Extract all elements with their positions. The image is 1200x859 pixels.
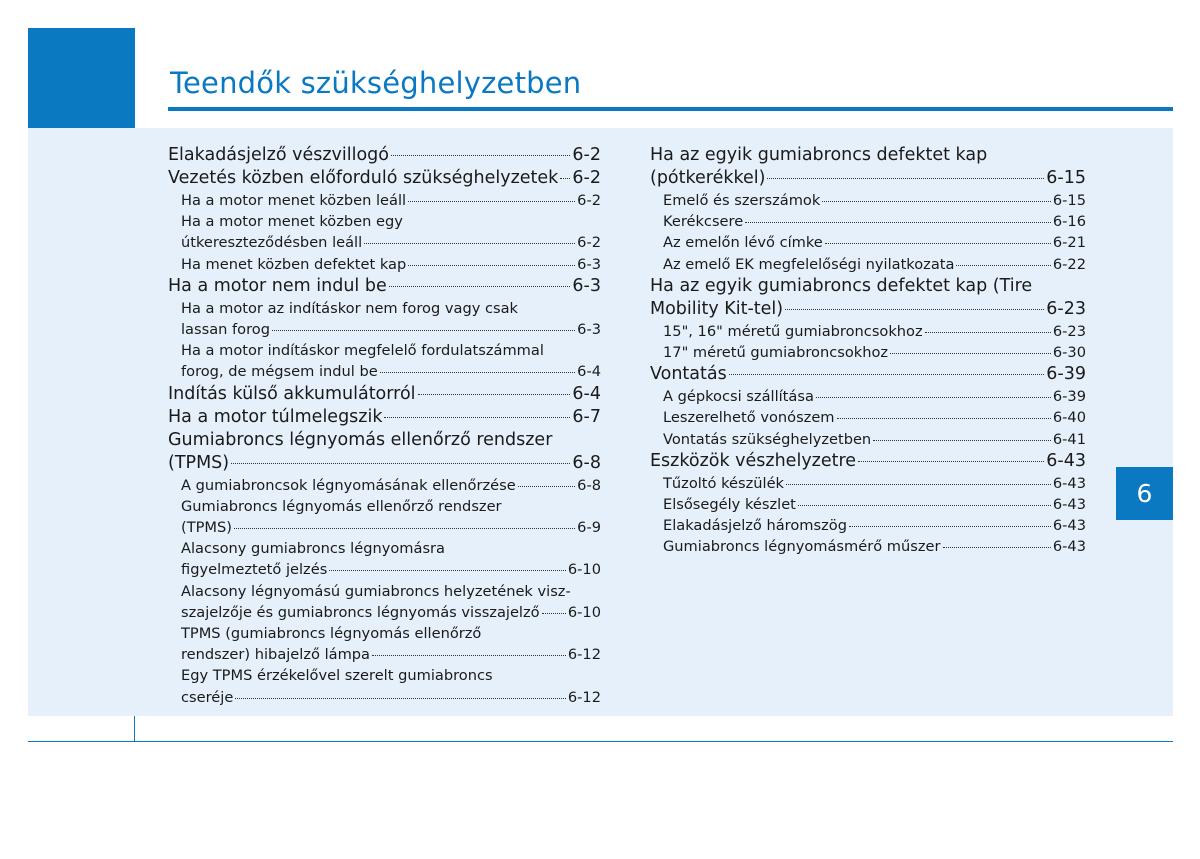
toc-subsection-entry[interactable]	[650, 232, 1086, 253]
toc-subsection-entry[interactable]	[650, 190, 1086, 211]
toc-entry-text: Gumiabroncs légnyomásmérő műszer	[663, 538, 941, 556]
toc-page-number[interactable]: 6-8	[577, 476, 601, 494]
toc-entry-text: Leszerelhető vonószem	[663, 409, 835, 427]
dot-leader	[380, 372, 575, 373]
toc-entry-text: (TPMS)	[181, 519, 232, 537]
toc-entry-text: Elsősegély készlet	[663, 496, 796, 514]
dot-leader	[873, 440, 1051, 441]
toc-page-number[interactable]: 6-10	[567, 603, 601, 621]
toc-subsection-entry[interactable]	[168, 190, 601, 211]
toc-entry-row	[650, 167, 1086, 190]
toc-entry-text: Gumiabroncs légnyomás ellenőrző rendszer	[168, 429, 553, 450]
toc-entry-row	[181, 687, 601, 708]
toc-entry-text: Az emelő EK megfelelőségi nyilatkozata	[663, 255, 955, 273]
toc-entry-row	[181, 602, 601, 623]
toc-subsection-entry[interactable]	[650, 342, 1086, 363]
toc-subsection-entry[interactable]	[650, 429, 1086, 450]
toc-entry-text: Ha a motor menet közben egy	[181, 213, 403, 231]
toc-entry-row	[181, 517, 601, 538]
toc-entry-text: Ha a motor menet közben leáll	[181, 192, 407, 209]
toc-page-number[interactable]: 6-23	[1052, 322, 1086, 340]
toc-page-number[interactable]: 6-39	[1046, 364, 1086, 385]
toc-page-number[interactable]: 6-41	[1052, 430, 1086, 448]
toc-entry-text: Ha a motor nem indul be	[168, 275, 387, 296]
toc-page-number[interactable]: 6-8	[572, 452, 601, 473]
toc-entry-row	[181, 361, 601, 382]
dot-leader	[745, 222, 1051, 223]
toc-page-number[interactable]: 6-3	[572, 275, 601, 296]
toc-page-number[interactable]: 6-3	[577, 255, 601, 273]
toc-subsection-entry[interactable]	[168, 211, 601, 253]
toc-page-number[interactable]: 6-9	[577, 519, 601, 537]
toc-entry-text: forog, de mégsem indul be	[181, 363, 378, 381]
toc-page-number[interactable]: 6-21	[1052, 234, 1086, 252]
dot-leader	[729, 374, 1045, 375]
dot-leader	[408, 265, 575, 266]
dot-leader	[518, 486, 575, 487]
toc-page-number[interactable]: 6-39	[1052, 388, 1086, 406]
toc-page-number[interactable]: 6-43	[1052, 538, 1086, 556]
toc-entry-text: A gumiabroncsok légnyomásának ellenőrzése	[181, 476, 516, 494]
toc-section-entry[interactable]	[650, 144, 1086, 190]
toc-entry-row	[181, 254, 601, 275]
toc-page-number[interactable]: 6-12	[567, 688, 601, 706]
toc-page-number[interactable]: 6-10	[567, 561, 601, 579]
toc-entry-text: TPMS (gumiabroncs légnyomás ellenőrző	[181, 625, 482, 643]
toc-entry-text: 17" méretű gumiabroncsokhoz	[663, 344, 889, 362]
dot-leader	[389, 286, 571, 287]
toc-entry-text: lassan forog	[181, 321, 270, 339]
toc-page-number[interactable]: 6-2	[572, 168, 601, 188]
toc-entry-row	[650, 298, 1086, 321]
dot-leader	[272, 330, 575, 331]
dot-leader	[384, 417, 570, 418]
toc-entry-text: Vontatás szükséghelyzetben	[663, 430, 872, 448]
toc-entry-row	[168, 275, 601, 298]
toc-section-entry[interactable]	[168, 144, 601, 167]
toc-page-number[interactable]: 6-15	[1046, 168, 1086, 188]
toc-entry-row	[663, 473, 1086, 494]
toc-entry-text: szajelzője és gumiabroncs légnyomás visszajelző	[181, 603, 540, 621]
chapter-color-block	[28, 28, 134, 128]
page-title: Teendők szükséghelyzetben	[170, 66, 582, 100]
toc-entry-row	[168, 406, 601, 429]
dot-leader	[798, 505, 1051, 506]
toc-entry-row	[181, 644, 601, 665]
dot-leader	[822, 201, 1051, 202]
toc-entry-text: Egy TPMS érzékelővel szerelt gumiabroncs	[181, 667, 493, 685]
toc-column-right	[650, 144, 1086, 558]
dot-leader	[231, 463, 570, 464]
toc-page-number[interactable]: 6-4	[572, 383, 601, 404]
dot-leader	[785, 309, 1044, 310]
toc-entry-text: A gépkocsi szállítása	[663, 388, 814, 406]
toc-page-number[interactable]: 6-7	[572, 406, 601, 427]
toc-entry-row	[168, 167, 601, 190]
toc-page-number[interactable]: 6-15	[1052, 192, 1086, 209]
toc-entry-text: Emelő és szerszámok	[663, 192, 821, 209]
toc-section-entry[interactable]	[168, 406, 601, 429]
dot-leader	[234, 528, 575, 529]
dot-leader	[542, 613, 566, 614]
toc-subsection-entry[interactable]	[168, 496, 601, 538]
dot-leader	[372, 655, 566, 656]
toc-entry-text: figyelmeztető jelzés	[181, 561, 328, 579]
toc-entry-row	[663, 342, 1086, 363]
dot-leader	[956, 265, 1050, 266]
chapter-tab[interactable]: 6	[1116, 467, 1173, 520]
toc-page-number[interactable]: 6-2	[577, 234, 601, 252]
toc-page-number[interactable]: 6-4	[577, 363, 601, 381]
toc-entry-text: Vontatás	[650, 364, 727, 385]
toc-section-entry[interactable]	[168, 275, 601, 298]
dot-leader	[786, 484, 1051, 485]
toc-entry-row	[181, 475, 601, 496]
toc-page-number[interactable]: 6-43	[1052, 517, 1086, 535]
toc-entry-row	[663, 254, 1086, 275]
toc-entry-row	[663, 232, 1086, 253]
toc-entry-row	[663, 429, 1086, 450]
toc-subsection-entry[interactable]	[168, 254, 601, 275]
toc-entry-text: Ha az egyik gumiabroncs defektet kap (Tire	[650, 275, 1033, 296]
toc-entry-text: rendszer) hibajelző lámpa	[181, 646, 370, 664]
toc-entry-text: (TPMS)	[168, 452, 230, 473]
dot-leader	[391, 155, 570, 156]
toc-column-left	[168, 144, 601, 708]
toc-entry-text: Kerékcsere	[663, 213, 744, 231]
toc-entry-row	[181, 319, 601, 340]
toc-entry-row	[663, 211, 1086, 232]
toc-entry-text: Ha az egyik gumiabroncs defektet kap	[650, 145, 988, 165]
toc-section-entry[interactable]	[168, 383, 601, 406]
toc-subsection-entry[interactable]	[650, 473, 1086, 494]
toc-entry-text: Elakadásjelző vészvillogó	[168, 145, 389, 165]
toc-page-number[interactable]: 6-30	[1052, 344, 1086, 362]
dot-leader	[825, 243, 1051, 244]
dot-leader	[837, 418, 1051, 419]
toc-entry-row	[663, 494, 1086, 515]
toc-entry-row	[650, 450, 1086, 473]
dot-leader	[560, 178, 570, 179]
dot-leader	[925, 332, 1051, 333]
toc-entry-text: Ha a motor indításkor megfelelő fordulatszámmal	[181, 342, 544, 360]
dot-leader	[890, 353, 1051, 354]
toc-subsection-entry[interactable]	[650, 254, 1086, 275]
toc-entry-text: 15", 16" méretű gumiabroncsokhoz	[663, 322, 923, 340]
toc-entry-row	[168, 383, 601, 406]
toc-page-number[interactable]: 6-22	[1052, 255, 1086, 273]
toc-entry-text: Elakadásjelző háromszög	[663, 517, 847, 535]
toc-entry-row	[663, 515, 1086, 536]
toc-entry-text: Alacsony gumiabroncs légnyomásra	[181, 540, 445, 558]
toc-entry-row	[663, 190, 1086, 211]
dot-leader	[858, 461, 1044, 462]
toc-entry-text: Az emelőn lévő címke	[663, 234, 823, 252]
toc-section-entry[interactable]	[650, 450, 1086, 473]
toc-page-number[interactable]: 6-3	[577, 321, 601, 339]
toc-entry-text: Tűzoltó készülék	[663, 474, 785, 492]
toc-page-number[interactable]: 6-43	[1052, 496, 1086, 514]
toc-page-number[interactable]: 6-43	[1052, 474, 1086, 492]
dot-leader	[408, 201, 575, 202]
toc-entry-text: cseréje	[181, 688, 234, 706]
toc-entry-row	[663, 386, 1086, 407]
toc-entry-row	[181, 559, 601, 580]
dot-leader	[816, 397, 1051, 398]
dot-leader	[235, 698, 566, 699]
toc-entry-text: Mobility Kit-tel)	[650, 298, 784, 319]
toc-subsection-entry[interactable]	[650, 386, 1086, 407]
toc-entry-text: (pótkerékkel)	[650, 168, 766, 188]
toc-page-number[interactable]: 6-23	[1046, 298, 1086, 319]
toc-subsection-entry[interactable]	[168, 538, 601, 580]
toc-section-entry[interactable]	[168, 429, 601, 475]
toc-subsection-entry[interactable]	[168, 298, 601, 340]
dot-leader	[364, 243, 575, 244]
toc-subsection-entry[interactable]	[168, 665, 601, 707]
toc-page-number[interactable]: 6-12	[567, 646, 601, 664]
toc-entry-row	[181, 190, 601, 211]
toc-section-entry[interactable]	[168, 167, 601, 190]
dot-leader	[767, 178, 1044, 179]
toc-subsection-entry[interactable]	[650, 321, 1086, 342]
toc-section-entry[interactable]	[650, 363, 1086, 386]
toc-subsection-entry[interactable]	[650, 407, 1086, 428]
toc-entry-text: Alacsony légnyomású gumiabroncs helyzetének visz-	[181, 582, 571, 600]
toc-entry-row	[181, 232, 601, 253]
toc-page-number[interactable]: 6-16	[1052, 213, 1086, 231]
toc-page-number[interactable]: 6-43	[1046, 450, 1086, 471]
toc-entry-text: Gumiabroncs légnyomás ellenőrző rendszer	[181, 497, 502, 515]
toc-subsection-entry[interactable]	[168, 623, 601, 665]
toc-entry-row	[650, 363, 1086, 386]
dot-leader	[329, 570, 566, 571]
toc-subsection-entry[interactable]	[650, 536, 1086, 557]
toc-entry-text: Vezetés közben előforduló szükséghelyzetek	[168, 168, 559, 188]
bottom-rule	[28, 741, 1173, 742]
title-rule	[168, 107, 1173, 111]
dot-leader	[849, 526, 1051, 527]
toc-subsection-entry[interactable]	[650, 494, 1086, 515]
toc-subsection-entry[interactable]	[650, 515, 1086, 536]
toc-entry-row	[168, 452, 601, 475]
toc-entry-row	[663, 536, 1086, 557]
toc-section-entry[interactable]	[650, 275, 1086, 321]
toc-entry-row	[663, 321, 1086, 342]
toc-entry-row	[168, 144, 601, 167]
toc-entry-row	[663, 407, 1086, 428]
toc-entry-text: útkereszteződésben leáll	[181, 234, 363, 252]
toc-entry-text: Eszközök vészhelyzetre	[650, 450, 857, 471]
toc-page-number[interactable]: 6-2	[577, 192, 601, 209]
toc-page-number[interactable]: 6-2	[572, 145, 601, 165]
toc-subsection-entry[interactable]	[168, 340, 601, 382]
toc-subsection-entry[interactable]	[168, 581, 601, 623]
toc-page-number[interactable]: 6-40	[1052, 409, 1086, 427]
toc-entry-text: Indítás külső akkumulátorról	[168, 383, 416, 404]
toc-entry-text: Ha menet közben defektet kap	[181, 255, 407, 273]
toc-subsection-entry[interactable]	[650, 211, 1086, 232]
toc-subsection-entry[interactable]	[168, 475, 601, 496]
dot-leader	[943, 547, 1051, 548]
toc-entry-text: Ha a motor az indításkor nem forog vagy csak	[181, 299, 519, 317]
toc-entry-text: Ha a motor túlmelegszik	[168, 406, 383, 427]
dot-leader	[418, 394, 571, 395]
